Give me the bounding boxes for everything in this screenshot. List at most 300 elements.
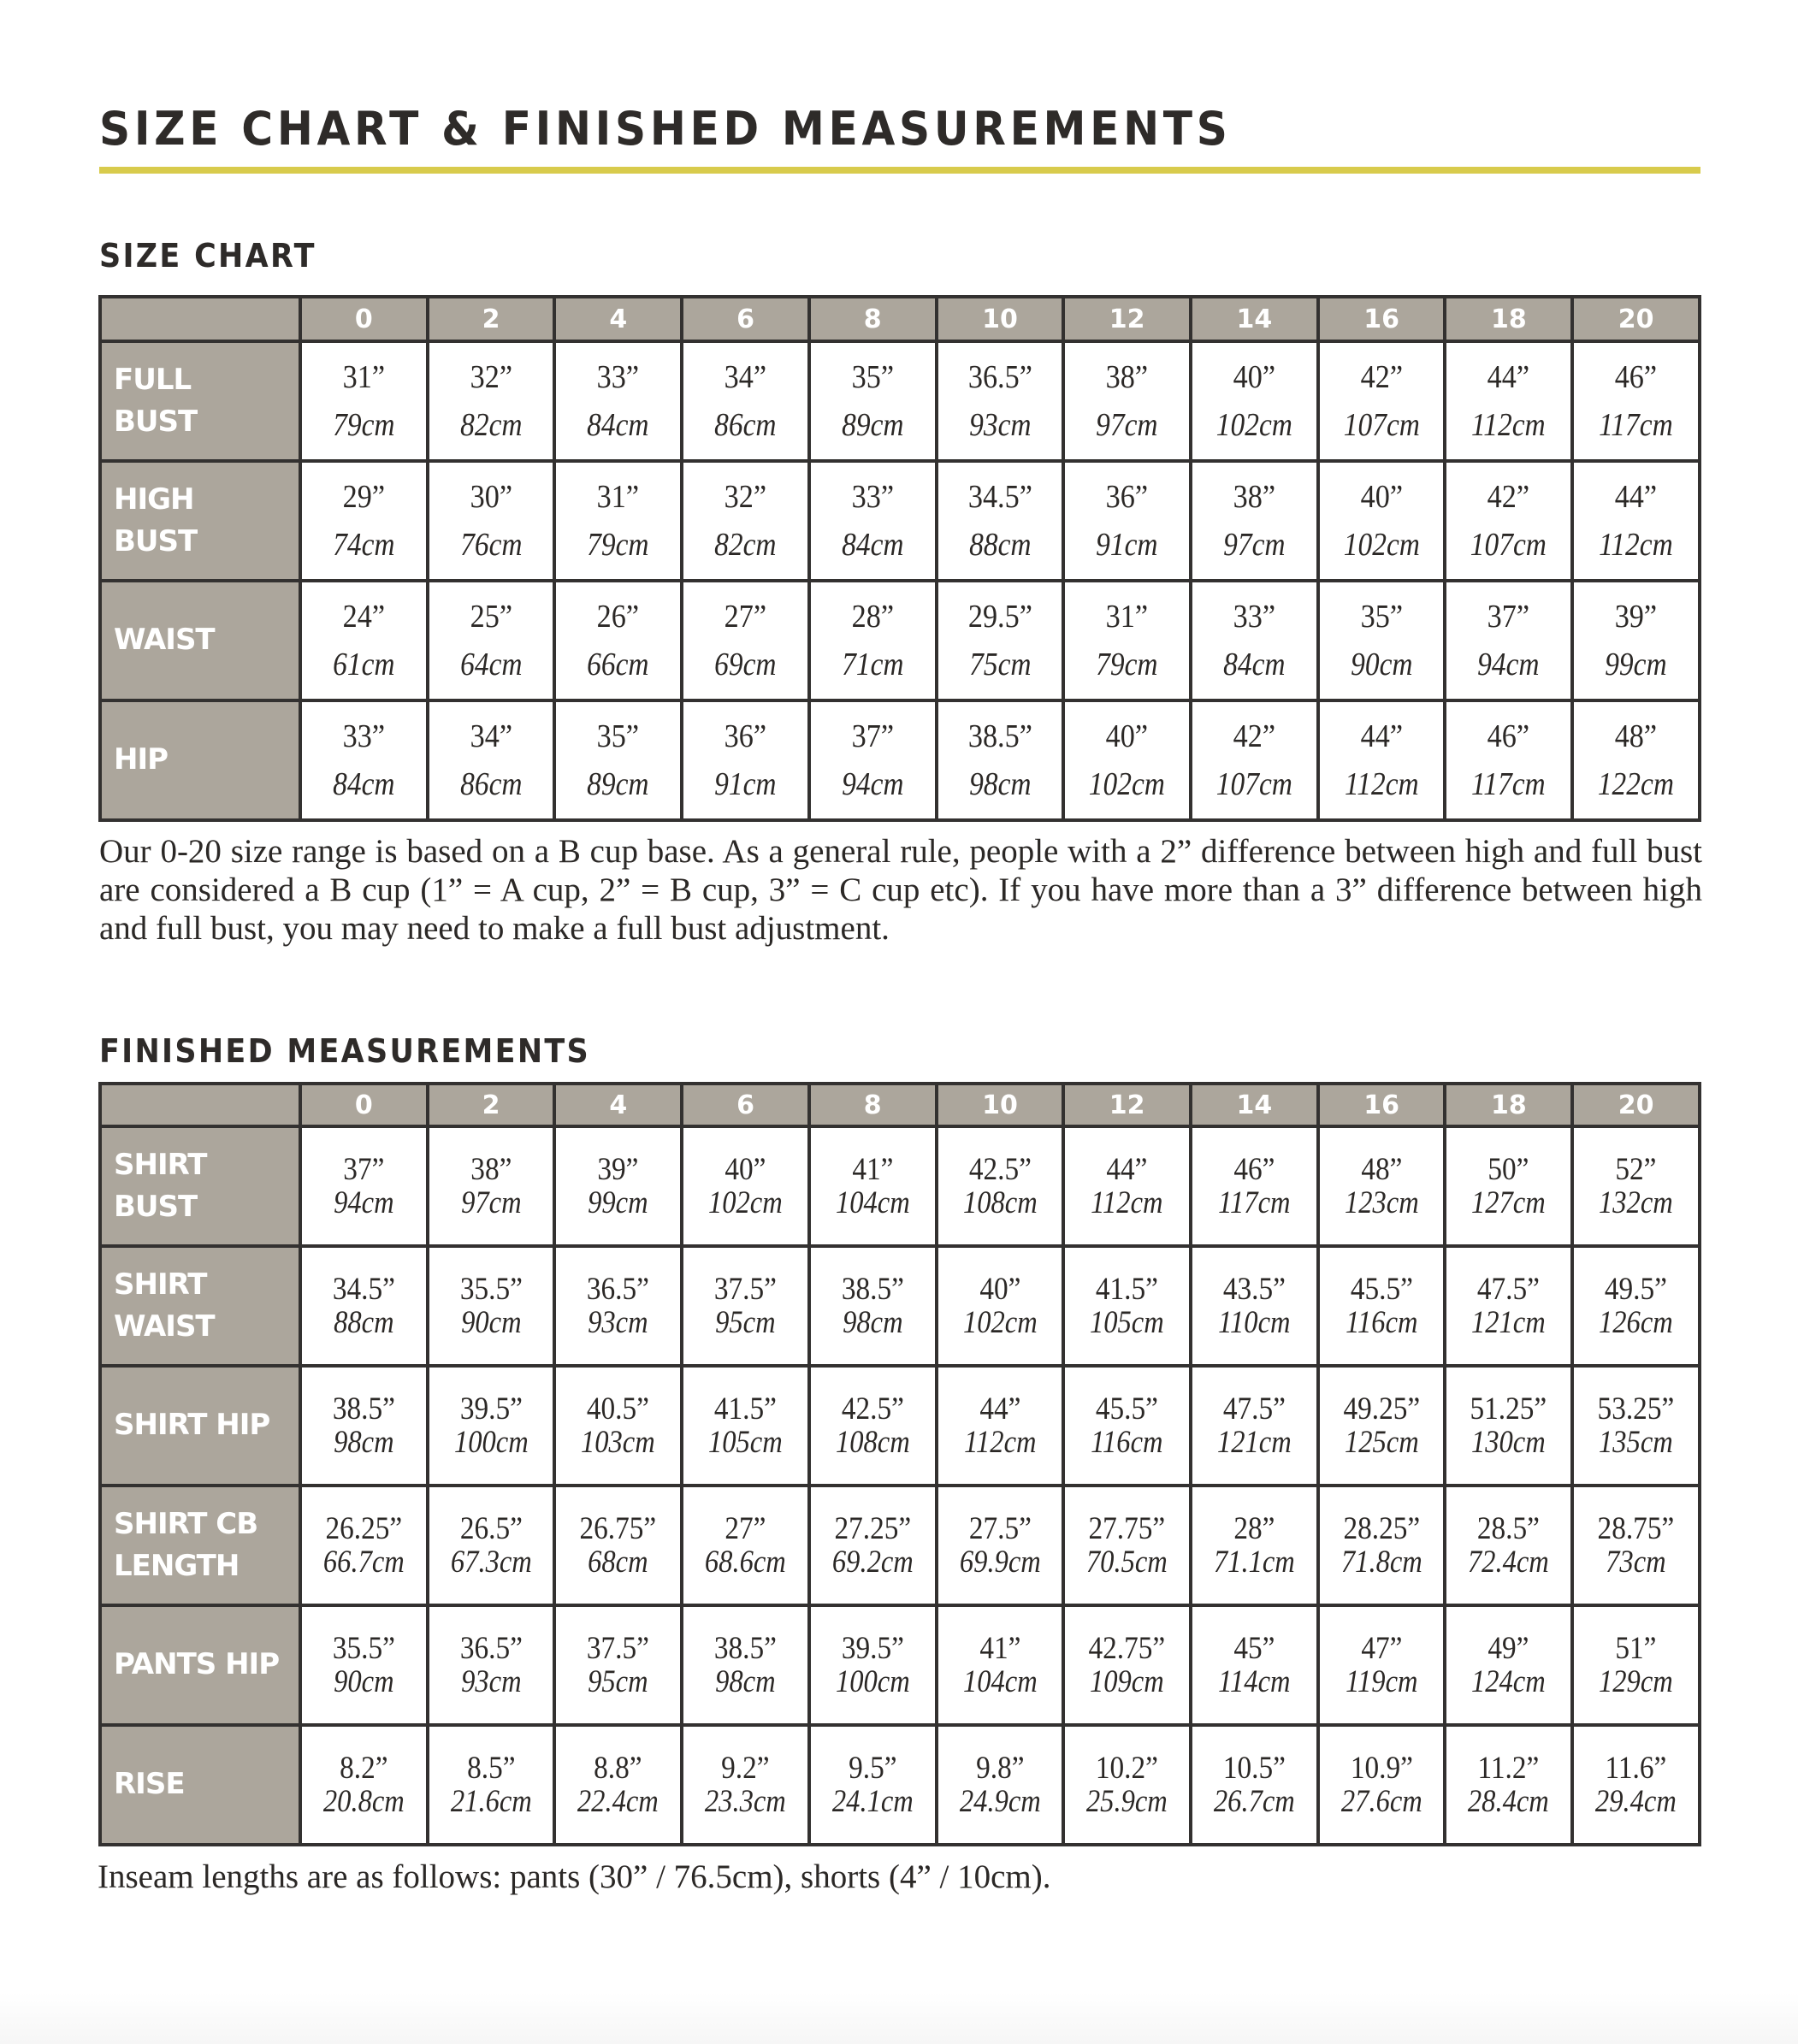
measurement-cell xyxy=(1191,1725,1318,1845)
cm-value: 107cm xyxy=(1343,407,1420,443)
measurement-cell xyxy=(1445,581,1572,700)
size-column-header: 12 xyxy=(1063,1084,1191,1126)
inches-value: 26.75” xyxy=(579,1511,657,1546)
inseam-note: Inseam lengths are as follows: pants (30” / 76.5cm), shorts (4” / 10cm). xyxy=(98,1858,1051,1895)
measurement-cell xyxy=(937,1366,1064,1486)
inches-value: 32” xyxy=(724,479,767,515)
measurement-cell xyxy=(682,341,809,461)
inches-value: 44” xyxy=(1360,718,1403,754)
row-label xyxy=(100,1486,300,1605)
measurement-cell xyxy=(1191,1246,1318,1366)
measurement-cell xyxy=(1445,1605,1572,1725)
row-label-line: SHIRT CB xyxy=(114,1506,258,1541)
measurement-cell xyxy=(554,581,682,700)
cm-value: 24.1cm xyxy=(831,1784,914,1819)
cm-value: 112cm xyxy=(1344,766,1419,802)
measurement-cell xyxy=(1445,700,1572,820)
cm-value: 76cm xyxy=(459,527,523,563)
page-title: SIZE CHART & FINISHED MEASUREMENTS xyxy=(99,102,1232,156)
measurement-cell xyxy=(682,1486,809,1605)
measurement-cell xyxy=(1063,1246,1191,1366)
size-column-header: 16 xyxy=(1318,1084,1446,1126)
cm-value: 26.7cm xyxy=(1213,1784,1295,1819)
measurement-cell xyxy=(1572,581,1700,700)
measurement-cell xyxy=(1063,1126,1191,1246)
cm-value: 98cm xyxy=(842,1305,903,1340)
inches-value: 26” xyxy=(597,599,640,635)
size-chart-table xyxy=(98,295,1701,822)
measurement-cell xyxy=(428,461,555,581)
inches-value: 31” xyxy=(597,479,640,515)
row-label-line: SHIRT xyxy=(114,1147,207,1182)
inches-value: 28.75” xyxy=(1597,1511,1675,1546)
measurement-cell xyxy=(937,1486,1064,1605)
cm-value: 66cm xyxy=(587,647,650,682)
inches-value: 37” xyxy=(1487,599,1530,635)
inches-value: 34.5” xyxy=(967,479,1032,515)
measurement-cell xyxy=(1063,341,1191,461)
header-corner-cell xyxy=(100,297,300,341)
measurement-cell xyxy=(1445,461,1572,581)
cm-value: 90cm xyxy=(1350,647,1413,682)
measurement-cell xyxy=(1191,341,1318,461)
cm-value: 79cm xyxy=(333,407,395,443)
measurement-cell xyxy=(682,581,809,700)
table-row xyxy=(100,1605,1700,1725)
table-row xyxy=(100,581,1700,700)
inches-value: 34” xyxy=(470,718,512,754)
cm-value: 61cm xyxy=(333,647,395,682)
measurement-cell xyxy=(1318,700,1446,820)
inches-value: 26.5” xyxy=(459,1511,523,1546)
row-label-line: RISE xyxy=(114,1767,185,1802)
measurement-cell xyxy=(1318,1366,1446,1486)
inches-value: 35” xyxy=(1360,599,1403,635)
row-label-line: BUST xyxy=(114,405,198,439)
measurement-cell xyxy=(554,1725,682,1845)
measurement-cell xyxy=(1572,1725,1700,1845)
measurement-cell xyxy=(937,700,1064,820)
row-label-line: FULL xyxy=(114,362,192,397)
inches-value: 44” xyxy=(1106,1152,1148,1187)
finished-measurements-table xyxy=(98,1082,1701,1846)
measurement-cell xyxy=(682,700,809,820)
cm-value: 107cm xyxy=(1215,766,1292,802)
cm-value: 94cm xyxy=(334,1185,394,1220)
measurement-cell xyxy=(682,1605,809,1725)
cm-value: 129cm xyxy=(1599,1664,1674,1699)
measurement-cell xyxy=(1572,341,1700,461)
cm-value: 79cm xyxy=(1096,647,1158,682)
inches-value: 29.5” xyxy=(967,599,1032,635)
measurement-cell xyxy=(554,1605,682,1725)
cm-value: 125cm xyxy=(1344,1425,1419,1460)
measurement-cell xyxy=(428,581,555,700)
inches-value: 27.25” xyxy=(834,1511,912,1546)
inches-value: 37” xyxy=(343,1152,385,1187)
measurement-cell xyxy=(1318,1126,1446,1246)
cm-value: 84cm xyxy=(1223,647,1286,682)
size-column-header: 18 xyxy=(1445,297,1572,341)
measurement-cell xyxy=(1445,1366,1572,1486)
cm-value: 28.4cm xyxy=(1468,1784,1550,1819)
inches-value: 41.5” xyxy=(1096,1272,1159,1307)
cm-value: 66.7cm xyxy=(322,1545,405,1580)
measurement-cell xyxy=(1063,1366,1191,1486)
inches-value: 42” xyxy=(1360,359,1403,395)
inches-value: 40” xyxy=(979,1272,1020,1307)
inches-value: 27.5” xyxy=(968,1511,1032,1546)
cm-value: 88cm xyxy=(968,527,1032,563)
inches-value: 35.5” xyxy=(459,1272,523,1307)
measurement-cell xyxy=(428,1366,555,1486)
inches-value: 29” xyxy=(342,479,386,515)
inches-value: 50” xyxy=(1487,1152,1529,1187)
cm-value: 68cm xyxy=(588,1545,649,1580)
cm-value: 70.5cm xyxy=(1086,1545,1168,1580)
measurement-cell xyxy=(554,1246,682,1366)
measurement-cell xyxy=(1063,1725,1191,1845)
cm-value: 98cm xyxy=(334,1425,394,1460)
measurement-cell xyxy=(1572,461,1700,581)
inches-value: 11.6” xyxy=(1605,1751,1667,1786)
table-row xyxy=(100,461,1700,581)
inches-value: 9.8” xyxy=(975,1751,1025,1786)
measurement-cell xyxy=(300,700,428,820)
cm-value: 84cm xyxy=(842,527,904,563)
cm-value: 94cm xyxy=(842,766,904,802)
cm-value: 112cm xyxy=(1471,407,1547,443)
inches-value: 53.25” xyxy=(1597,1391,1675,1427)
table-row xyxy=(100,1126,1700,1246)
cm-value: 97cm xyxy=(1223,527,1286,563)
measurement-cell xyxy=(1318,461,1446,581)
measurement-cell xyxy=(428,1605,555,1725)
measurement-cell xyxy=(428,1725,555,1845)
inches-value: 8.5” xyxy=(466,1751,516,1786)
inches-value: 31” xyxy=(1105,599,1149,635)
cm-value: 21.6cm xyxy=(450,1784,532,1819)
inches-value: 51” xyxy=(1615,1631,1657,1666)
measurement-cell xyxy=(1063,581,1191,700)
cm-value: 79cm xyxy=(587,527,650,563)
inches-value: 45.5” xyxy=(1350,1272,1413,1307)
measurement-cell xyxy=(937,461,1064,581)
inches-value: 28.25” xyxy=(1343,1511,1420,1546)
inches-value: 41.5” xyxy=(713,1391,778,1427)
inches-value: 9.5” xyxy=(849,1751,897,1786)
inches-value: 38” xyxy=(470,1152,512,1187)
inches-value: 24” xyxy=(342,599,386,635)
cm-value: 99cm xyxy=(1605,647,1667,682)
cm-value: 93cm xyxy=(588,1305,649,1340)
measurement-cell xyxy=(1445,341,1572,461)
cm-value: 100cm xyxy=(453,1425,529,1460)
inches-value: 38” xyxy=(1105,359,1149,395)
cm-value: 121cm xyxy=(1471,1305,1547,1340)
inches-value: 41” xyxy=(979,1631,1020,1666)
cm-value: 130cm xyxy=(1471,1425,1547,1460)
inches-value: 45” xyxy=(1233,1631,1275,1666)
size-column-header: 8 xyxy=(809,297,937,341)
row-label-line: SHIRT xyxy=(114,1267,207,1302)
measurement-cell xyxy=(1063,461,1191,581)
cm-value: 29.4cm xyxy=(1595,1784,1677,1819)
cm-value: 97cm xyxy=(460,1185,522,1220)
cm-value: 69.2cm xyxy=(831,1545,914,1580)
row-label-line: SHIRT HIP xyxy=(114,1408,270,1443)
cm-value: 93cm xyxy=(968,407,1032,443)
measurement-cell xyxy=(682,1725,809,1845)
inches-value: 46” xyxy=(1487,718,1530,754)
size-column-header: 20 xyxy=(1572,1084,1700,1126)
measurement-cell xyxy=(554,700,682,820)
row-label-line: WAIST xyxy=(114,623,215,658)
size-column-header: 18 xyxy=(1445,1084,1572,1126)
measurement-cell xyxy=(1572,700,1700,820)
cm-value: 95cm xyxy=(588,1664,649,1699)
inches-value: 38.5” xyxy=(841,1272,904,1307)
cm-value: 124cm xyxy=(1471,1664,1547,1699)
measurement-cell xyxy=(554,461,682,581)
inches-value: 44” xyxy=(979,1391,1020,1427)
measurement-cell xyxy=(1191,1605,1318,1725)
cm-value: 97cm xyxy=(1096,407,1158,443)
inches-value: 35” xyxy=(597,718,640,754)
size-column-header: 0 xyxy=(300,297,428,341)
cm-value: 88cm xyxy=(334,1305,394,1340)
cm-value: 102cm xyxy=(1215,407,1292,443)
cm-value: 90cm xyxy=(460,1305,522,1340)
measurement-cell xyxy=(682,1246,809,1366)
size-column-header: 6 xyxy=(682,297,809,341)
table-row xyxy=(100,700,1700,820)
measurement-cell xyxy=(809,1486,937,1605)
inches-value: 38.5” xyxy=(967,718,1032,754)
inches-value: 40” xyxy=(725,1152,766,1187)
inches-value: 28.5” xyxy=(1477,1511,1541,1546)
measurement-cell xyxy=(554,1486,682,1605)
cm-value: 89cm xyxy=(842,407,904,443)
inches-value: 46” xyxy=(1614,359,1658,395)
inches-value: 27.75” xyxy=(1088,1511,1166,1546)
inches-value: 40” xyxy=(1360,479,1403,515)
measurement-cell xyxy=(809,1725,937,1845)
measurement-cell xyxy=(1445,1486,1572,1605)
table-row xyxy=(100,1725,1700,1845)
cm-value: 102cm xyxy=(708,1185,783,1220)
cm-value: 91cm xyxy=(1096,527,1158,563)
cm-value: 20.8cm xyxy=(322,1784,405,1819)
table-row xyxy=(100,1246,1700,1366)
row-label xyxy=(100,1725,300,1845)
inches-value: 49.5” xyxy=(1605,1272,1668,1307)
cm-value: 75cm xyxy=(968,647,1032,682)
inches-value: 26.25” xyxy=(325,1511,403,1546)
row-label xyxy=(100,1246,300,1366)
size-column-header: 10 xyxy=(937,1084,1064,1126)
inches-value: 11.2” xyxy=(1477,1751,1540,1786)
cm-value: 84cm xyxy=(333,766,395,802)
measurement-cell xyxy=(300,581,428,700)
measurement-cell xyxy=(682,1366,809,1486)
cm-value: 107cm xyxy=(1470,527,1547,563)
size-column-header: 10 xyxy=(937,297,1064,341)
inches-value: 39” xyxy=(597,1152,639,1187)
inches-value: 10.5” xyxy=(1222,1751,1286,1786)
cm-value: 24.9cm xyxy=(959,1784,1041,1819)
cm-value: 71.8cm xyxy=(1340,1545,1422,1580)
cm-value: 127cm xyxy=(1471,1185,1547,1220)
inches-value: 36.5” xyxy=(587,1272,650,1307)
inches-value: 33” xyxy=(342,718,386,754)
row-label xyxy=(100,461,300,581)
measurement-cell xyxy=(428,341,555,461)
inches-value: 25” xyxy=(470,599,512,635)
measurement-cell xyxy=(428,1486,555,1605)
measurement-cell xyxy=(1191,1366,1318,1486)
measurement-cell xyxy=(1191,1486,1318,1605)
cm-value: 126cm xyxy=(1599,1305,1674,1340)
size-column-header: 12 xyxy=(1063,297,1191,341)
inches-value: 37.5” xyxy=(713,1272,778,1307)
cm-value: 67.3cm xyxy=(450,1545,532,1580)
measurement-cell xyxy=(809,461,937,581)
measurement-cell xyxy=(300,1366,428,1486)
inches-value: 34.5” xyxy=(332,1272,395,1307)
measurement-cell xyxy=(1318,1605,1446,1725)
cm-value: 123cm xyxy=(1344,1185,1419,1220)
measurement-cell xyxy=(300,1486,428,1605)
cm-value: 112cm xyxy=(963,1425,1037,1460)
cm-value: 91cm xyxy=(714,766,777,802)
measurement-cell xyxy=(1445,1246,1572,1366)
inches-value: 47.5” xyxy=(1477,1272,1541,1307)
size-column-header: 2 xyxy=(428,1084,555,1126)
size-header-row xyxy=(100,297,1700,341)
size-chart-heading: SIZE CHART xyxy=(99,237,316,275)
measurement-cell xyxy=(554,1366,682,1486)
row-label-line: HIGH xyxy=(114,481,194,517)
row-label xyxy=(100,341,300,461)
inches-value: 42” xyxy=(1487,479,1530,515)
measurement-cell xyxy=(1191,581,1318,700)
measurement-cell xyxy=(300,461,428,581)
measurement-cell xyxy=(809,700,937,820)
page-bottom-edge xyxy=(0,1993,1798,2044)
cm-value: 71.1cm xyxy=(1213,1545,1295,1580)
measurement-cell xyxy=(682,1126,809,1246)
measurement-cell xyxy=(1445,1126,1572,1246)
cm-value: 108cm xyxy=(835,1425,910,1460)
cm-value: 82cm xyxy=(714,527,777,563)
table-row xyxy=(100,1486,1700,1605)
size-column-header: 20 xyxy=(1572,297,1700,341)
measurement-cell xyxy=(809,1246,937,1366)
inches-value: 48” xyxy=(1614,718,1658,754)
measurement-cell xyxy=(1572,1605,1700,1725)
cm-value: 95cm xyxy=(715,1305,776,1340)
measurement-cell xyxy=(809,581,937,700)
row-label xyxy=(100,581,300,700)
inches-value: 33” xyxy=(1233,599,1276,635)
cm-value: 104cm xyxy=(835,1185,910,1220)
inches-value: 42.5” xyxy=(841,1391,904,1427)
size-column-header: 16 xyxy=(1318,297,1446,341)
inches-value: 44” xyxy=(1487,359,1530,395)
cm-value: 23.3cm xyxy=(705,1784,786,1819)
inches-value: 38.5” xyxy=(332,1391,395,1427)
cm-value: 109cm xyxy=(1090,1664,1165,1699)
inches-value: 28” xyxy=(851,599,894,635)
inches-value: 42.75” xyxy=(1088,1631,1166,1666)
measurement-cell xyxy=(1572,1246,1700,1366)
measurement-cell xyxy=(300,1246,428,1366)
inches-value: 48” xyxy=(1361,1152,1403,1187)
cm-value: 74cm xyxy=(333,527,395,563)
inches-value: 32” xyxy=(470,359,512,395)
row-label-line: LENGTH xyxy=(114,1549,240,1583)
inches-value: 40.5” xyxy=(587,1391,650,1427)
cm-value: 110cm xyxy=(1218,1305,1291,1340)
cm-value: 82cm xyxy=(459,407,523,443)
inches-value: 47” xyxy=(1361,1631,1403,1666)
cm-value: 86cm xyxy=(459,766,523,802)
cm-value: 98cm xyxy=(968,766,1032,802)
inches-value: 38” xyxy=(1233,479,1276,515)
inches-value: 38.5” xyxy=(713,1631,778,1666)
size-column-header: 14 xyxy=(1191,297,1318,341)
size-column-header: 8 xyxy=(809,1084,937,1126)
cm-value: 22.4cm xyxy=(577,1784,659,1819)
cm-value: 71cm xyxy=(842,647,904,682)
measurement-cell xyxy=(1191,1126,1318,1246)
measurement-cell xyxy=(1063,700,1191,820)
cm-value: 69cm xyxy=(714,647,777,682)
inches-value: 8.8” xyxy=(594,1751,643,1786)
cm-value: 99cm xyxy=(588,1185,649,1220)
measurement-cell xyxy=(937,1126,1064,1246)
measurement-cell xyxy=(1445,1725,1572,1845)
measurement-cell xyxy=(1318,1486,1446,1605)
table-row xyxy=(100,1366,1700,1486)
cm-value: 117cm xyxy=(1218,1185,1291,1220)
cm-value: 93cm xyxy=(460,1664,522,1699)
size-column-header: 2 xyxy=(428,297,555,341)
inches-value: 43.5” xyxy=(1222,1272,1286,1307)
cm-value: 64cm xyxy=(459,647,523,682)
measurement-cell xyxy=(1191,700,1318,820)
row-label-line: PANTS HIP xyxy=(114,1647,280,1682)
inches-value: 28” xyxy=(1233,1511,1275,1546)
inches-value: 51.25” xyxy=(1470,1391,1547,1427)
inches-value: 49.25” xyxy=(1343,1391,1420,1427)
cm-value: 73cm xyxy=(1606,1545,1666,1580)
inches-value: 39” xyxy=(1614,599,1658,635)
inches-value: 36.5” xyxy=(459,1631,523,1666)
cm-value: 86cm xyxy=(714,407,777,443)
cm-value: 72.4cm xyxy=(1468,1545,1550,1580)
finished-measurements-heading: FINISHED MEASUREMENTS xyxy=(99,1032,591,1070)
measurement-cell xyxy=(937,1605,1064,1725)
inches-value: 44” xyxy=(1614,479,1658,515)
inches-value: 40” xyxy=(1233,359,1276,395)
cm-value: 108cm xyxy=(962,1185,1038,1220)
inches-value: 36” xyxy=(1105,479,1149,515)
cm-value: 112cm xyxy=(1599,527,1673,563)
header-corner-cell xyxy=(100,1084,300,1126)
row-label xyxy=(100,1126,300,1246)
